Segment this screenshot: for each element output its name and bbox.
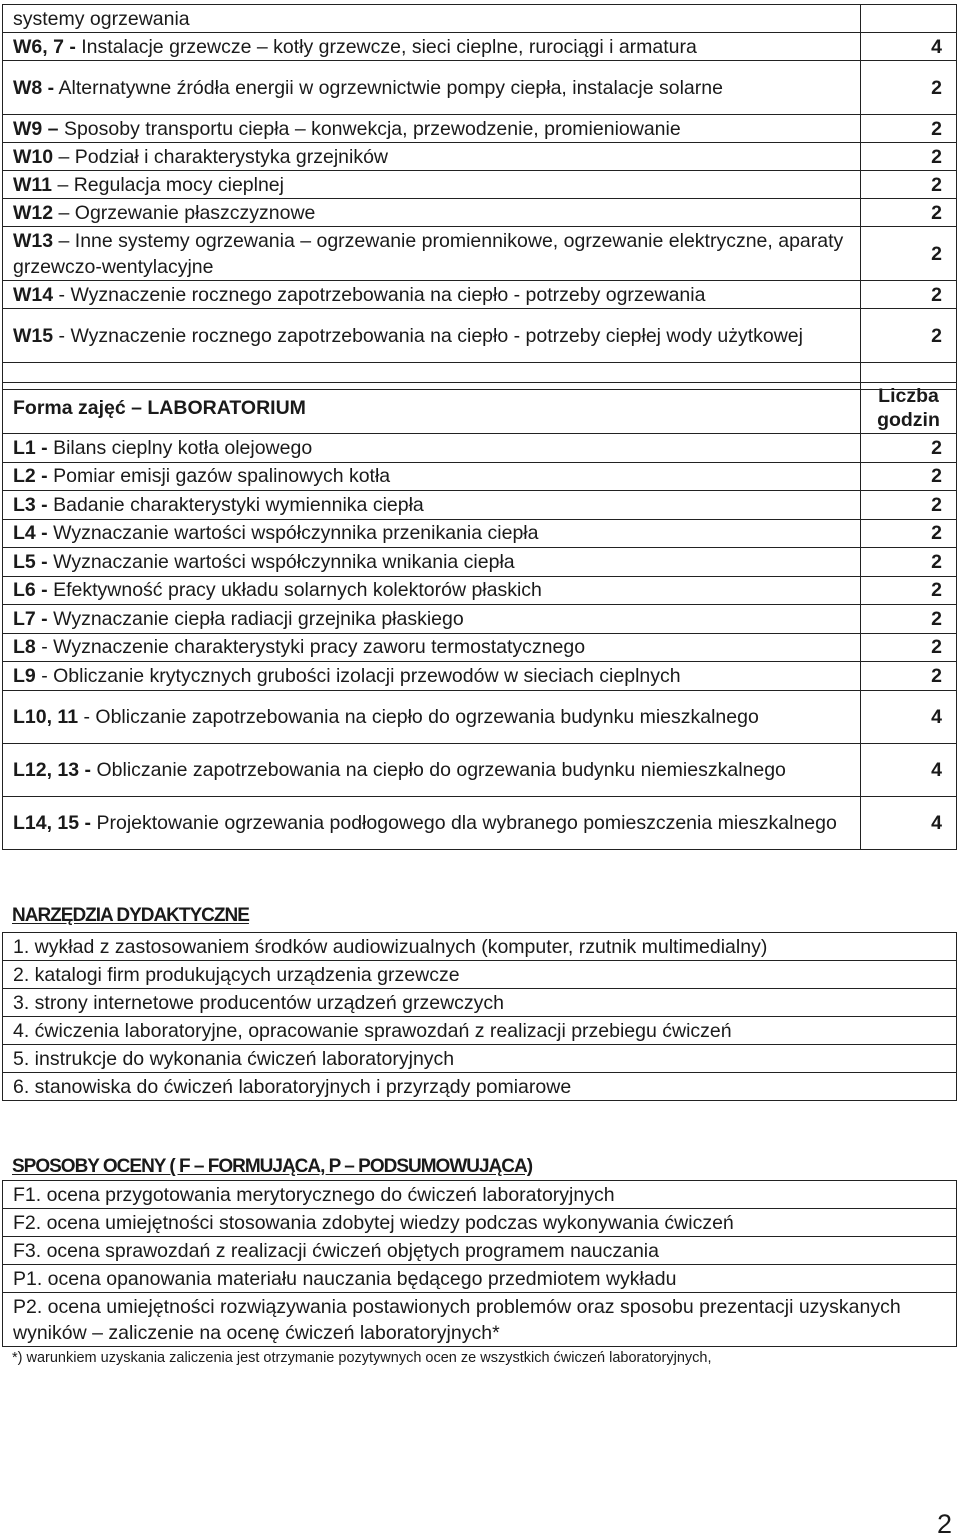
- lecture-code: W15: [13, 324, 54, 347]
- lab-code: L10, 11: [13, 705, 79, 728]
- table-row: [3, 633, 957, 662]
- lab-cell: [3, 491, 861, 520]
- lab-form-label: Forma zajęć – LABORATORIUM: [3, 383, 861, 434]
- lecture-hours: 2: [861, 61, 957, 115]
- lecture-cell: [3, 143, 861, 171]
- table-row: [3, 1293, 957, 1347]
- table-row: [3, 434, 957, 463]
- tools-section-title: NARZĘDZIA DYDAKTYCZNE: [12, 905, 249, 926]
- lab-code: L1 -: [13, 436, 48, 459]
- table-row: [3, 690, 957, 743]
- lab-cell: [3, 576, 861, 605]
- lab-title: - Obliczanie zapotrzebowania na ciepło do ogrzewania budynku mieszkalnego: [83, 705, 759, 728]
- lab-code: L3 -: [13, 493, 48, 516]
- assessment-section-title: SPOSOBY OCENY ( F – FORMUJĄCA, P – PODSUMOWUJĄCA): [12, 1156, 533, 1177]
- table-row: [3, 199, 957, 227]
- table-row: [3, 1181, 957, 1209]
- lab-hours: 2: [861, 633, 957, 662]
- table-row: [3, 5, 957, 33]
- lecture-title: Alternatywne źródła energii w ogrzewnictwie pompy ciepła, instalacje solarne: [58, 76, 723, 99]
- lab-hours: 2: [861, 491, 957, 520]
- table-row: [3, 662, 957, 691]
- lab-title: - Obliczanie krytycznych grubości izolacji przewodów w sieciach cieplnych: [41, 664, 681, 687]
- tools-item: 4. ćwiczenia laboratoryjne, opracowanie sprawozdań z realizacji przebiegu ćwiczeń: [3, 1017, 957, 1045]
- lecture-title: – Inne systemy ogrzewania – ogrzewanie promiennikowe, ogrzewanie elektryczne, aparaty grzewczo-wentylacyjne: [13, 229, 844, 278]
- lecture-title: - Wyznaczenie rocznego zapotrzebowania na ciepło - potrzeby ogrzewania: [58, 283, 706, 306]
- table-row: [3, 281, 957, 309]
- lab-title: Bilans cieplny kotła olejowego: [53, 436, 313, 459]
- lab-hours: 2: [861, 662, 957, 691]
- lecture-hours: [861, 5, 957, 33]
- assessment-table: [2, 1180, 957, 1347]
- table-row: [3, 462, 957, 491]
- table-row: [3, 491, 957, 520]
- lecture-cell: [3, 33, 861, 61]
- lab-title: Projektowanie ogrzewania podłogowego dla wybranego pomieszczenia mieszkalnego: [96, 811, 837, 834]
- assessment-item: P2. ocena umiejętności rozwiązywania postawionych problemów oraz sposobu prezentacji uzyskanych wyników – zaliczenie na ocenę ćwiczeń laboratoryjnych*: [3, 1293, 957, 1347]
- lecture-cell: [3, 115, 861, 143]
- lab-title: Obliczanie zapotrzebowania na ciepło do ogrzewania budynku niemieszkalnego: [96, 758, 786, 781]
- assessment-item: P1. ocena opanowania materiału nauczania będącego przedmiotem wykładu: [3, 1265, 957, 1293]
- table-row: [3, 961, 957, 989]
- lab-title: Wyznaczanie ciepła radiacji grzejnika płaskiego: [53, 607, 464, 630]
- table-row: [3, 309, 957, 363]
- lab-table: [2, 382, 957, 850]
- lecture-code: W11: [13, 173, 53, 196]
- tools-item: 2. katalogi firm produkujących urządzenia grzewcze: [3, 961, 957, 989]
- lab-code: L12, 13 -: [13, 758, 92, 781]
- lab-code: L9: [13, 664, 36, 687]
- assessment-item: F1. ocena przygotowania merytorycznego do ćwiczeń laboratoryjnych: [3, 1181, 957, 1209]
- lecture-title: – Podział i charakterystyka grzejników: [58, 145, 389, 168]
- lab-cell: [3, 462, 861, 491]
- page-number: 2: [936, 1509, 952, 1539]
- table-row: [3, 743, 957, 796]
- lecture-title: Instalacje grzewcze – kotły grzewcze, sieci cieplne, rurociągi i armatura: [81, 35, 697, 58]
- tools-item: 3. strony internetowe producentów urządzeń grzewczych: [3, 989, 957, 1017]
- lab-title: Pomiar emisji gazów spalinowych kotła: [53, 465, 391, 488]
- table-row: [3, 1209, 957, 1237]
- lab-code: L2 -: [13, 465, 48, 488]
- table-row: [3, 989, 957, 1017]
- lecture-hours: 2: [861, 309, 957, 363]
- lab-hours: 4: [861, 690, 957, 743]
- table-row: [3, 605, 957, 634]
- lecture-code: W6, 7 -: [13, 35, 76, 58]
- hours-header-line2: godzin: [877, 409, 940, 431]
- lab-hours: 2: [861, 576, 957, 605]
- lab-code: L7 -: [13, 607, 48, 630]
- lecture-hours: 2: [861, 199, 957, 227]
- assessment-item: F3. ocena sprawozdań z realizacji ćwiczeń objętych programem nauczania: [3, 1237, 957, 1265]
- lab-cell: [3, 743, 861, 796]
- table-row: [3, 1045, 957, 1073]
- tools-item: 5. instrukcje do wykonania ćwiczeń laboratoryjnych: [3, 1045, 957, 1073]
- lab-code: L8: [13, 636, 36, 659]
- tools-item: 1. wykład z zastosowaniem środków audiowizualnych (komputer, rzutnik multimedialny): [3, 933, 957, 961]
- lab-hours-header: [861, 383, 957, 434]
- lecture-table: [2, 4, 957, 390]
- lecture-code: W13: [13, 229, 54, 252]
- lecture-title: – Regulacja mocy cieplnej: [57, 173, 284, 196]
- lecture-cell: [3, 61, 861, 115]
- tools-item: 6. stanowiska do ćwiczeń laboratoryjnych i przyrządy pomiarowe: [3, 1073, 957, 1101]
- lab-hours: 2: [861, 462, 957, 491]
- tools-table: [2, 932, 957, 1101]
- lab-title: Wyznaczanie wartości współczynnika przenikania ciepła: [53, 522, 539, 545]
- lecture-title: Sposoby transportu ciepła – konwekcja, przewodzenie, promieniowanie: [63, 117, 681, 140]
- lab-title: Wyznaczanie wartości współczynnika wnikania ciepła: [53, 550, 515, 573]
- lecture-hours: 2: [861, 281, 957, 309]
- assessment-item: F2. ocena umiejętności stosowania zdobytej wiedzy podczas wykonywania ćwiczeń: [3, 1209, 957, 1237]
- lab-cell: [3, 605, 861, 634]
- lab-hours: 4: [861, 743, 957, 796]
- lecture-title: systemy ogrzewania: [3, 5, 861, 33]
- table-row: [3, 548, 957, 577]
- footnote: *) warunkiem uzyskania zaliczenia jest otrzymanie pozytywnych ocen ze wszystkich ćwiczeń laboratoryjnych,: [12, 1350, 712, 1366]
- lab-cell: [3, 633, 861, 662]
- lab-hours: 4: [861, 796, 957, 849]
- lab-code: L4 -: [13, 522, 48, 545]
- lecture-cell: [3, 199, 861, 227]
- lecture-hours: 2: [861, 227, 957, 281]
- lecture-cell: [3, 309, 861, 363]
- table-row: [3, 1073, 957, 1101]
- table-row: [3, 576, 957, 605]
- table-row: [3, 115, 957, 143]
- lecture-code: W8 -: [13, 76, 55, 99]
- lab-cell: [3, 690, 861, 743]
- lecture-hours: 2: [861, 171, 957, 199]
- lecture-code: W12: [13, 201, 54, 224]
- table-row: [3, 1237, 957, 1265]
- lab-title: Badanie charakterystyki wymiennika ciepła: [53, 493, 424, 516]
- lab-title: Efektywność pracy układu solarnych kolektorów płaskich: [53, 579, 542, 602]
- table-row: [3, 1017, 957, 1045]
- lecture-cell: [3, 227, 861, 281]
- table-row: [3, 33, 957, 61]
- lecture-hours: 2: [861, 143, 957, 171]
- lab-code: L5 -: [13, 550, 48, 573]
- lab-hours: 2: [861, 519, 957, 548]
- table-row: [3, 171, 957, 199]
- lab-header-row: [3, 383, 957, 434]
- lecture-title: – Ogrzewanie płaszczyznowe: [58, 201, 316, 224]
- lecture-hours: 2: [861, 115, 957, 143]
- lab-cell: [3, 796, 861, 849]
- lab-code: L14, 15 -: [13, 811, 92, 834]
- table-row: [3, 796, 957, 849]
- lecture-hours: 4: [861, 33, 957, 61]
- lab-hours: 2: [861, 434, 957, 463]
- hours-header-line1: Liczba: [878, 385, 939, 407]
- lecture-code: W9 –: [13, 117, 59, 140]
- table-row: [3, 933, 957, 961]
- lab-cell: [3, 548, 861, 577]
- table-row: [3, 1265, 957, 1293]
- lab-hours: 2: [861, 605, 957, 634]
- lab-cell: [3, 662, 861, 691]
- lab-code: L6 -: [13, 579, 48, 602]
- table-row: [3, 227, 957, 281]
- lecture-code: W10: [13, 145, 54, 168]
- lecture-cell: [3, 281, 861, 309]
- lecture-cell: [3, 171, 861, 199]
- lecture-code: W14: [13, 283, 54, 306]
- lecture-title: - Wyznaczenie rocznego zapotrzebowania na ciepło - potrzeby ciepłej wody użytkowej: [58, 324, 803, 347]
- lab-hours: 2: [861, 548, 957, 577]
- table-row: [3, 519, 957, 548]
- table-row: [3, 143, 957, 171]
- table-row: [3, 61, 957, 115]
- lab-cell: [3, 519, 861, 548]
- lab-cell: [3, 434, 861, 463]
- lab-title: - Wyznaczenie charakterystyki pracy zaworu termostatycznego: [41, 636, 586, 659]
